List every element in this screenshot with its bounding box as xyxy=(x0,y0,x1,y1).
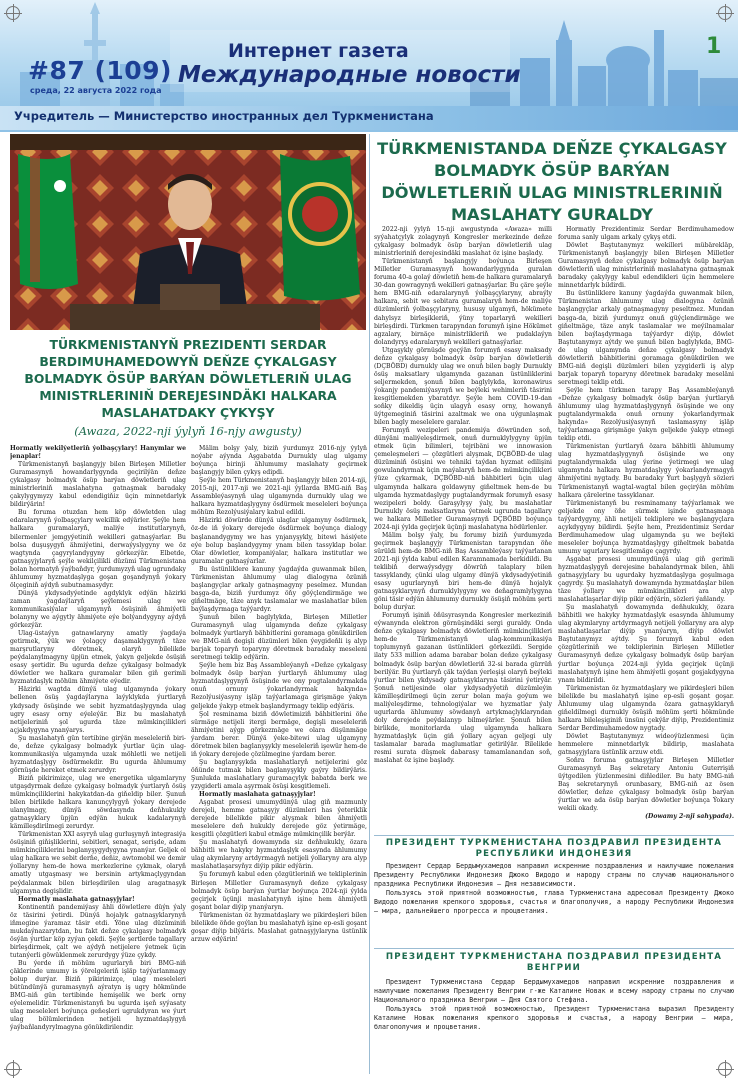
paragraph: Utgaşykly görnüşde geçýän forumyň esasy maksady deňze çykalgasy bolmadyk ösüp barýan döwletleriň (DÇBÖBD) durnukly ulag we onuň bilen bagly Durnukly ösüş maksatlary ulgamynda gazanan üstünliklerini seljermekden, şonuň bilen baglylykda, koronawirus ýokanjy pandemiýasynyň we beýleki wehimleriň täsirini kesgitlemekden ybaratdyr. Şeýle hem COVID-19-dan soňky dikeldiş üçin ulagyň esasy orny, howanyň üýtgemeginiň täsirini azaltmak we ona uýgunlaşmak bilen bagly meselelere garalar. xyxy=(374,346,552,427)
russian-note-1-paragraph: Президент Сердар Бердымухамедов направил искренние поздравления и наилучшие пожелания Президенту Республики Индонезия Джоко Видодо и народу страны по случаю национального праздника Республики Индонезия – Дня независимости. xyxy=(374,862,734,888)
russian-note-1-heading: ПРЕЗИДЕНТ ТУРКМЕНИСТАНА ПОЗДРАВИЛ ПРЕЗИДЕНТА РЕСПУБЛИКИ ИНДОНЕЗИЯ xyxy=(385,838,723,859)
paragraph: Türkmenistan ýurtlaryň özara bähbitli ählumumy ulag hyzmatdaşlygynyň ösüşinde we ony pugtalandyrmakda ulag ýerine ýetirmegi we ulag ulgamynda halkara hyzmatdaşlygy ýokarlandyrmagyň ähmiýetini nygtady. Bu baradaky Ýurt başlygyň sözleri Türkmenistanyň wagtal-wagtal bilen geçirýän möhüm halkara çärelerine tassyklanar. xyxy=(558,443,734,499)
paragraph: Şol resminama biziň döwletimiziň bähbitlerini öňe sürmäge netijeli itergi bermäge, degişli meseleleriň ähmiýetini aýgp görkezmäge we olara düşünmäge ýardam berer. Dünýä ýeke-bitewi ulag ulgamyny döretmek bilen baglanyşykly meseleleriň işewür hem-de iň ýokary derejede çözülmegine ýardam berer. xyxy=(191,710,367,758)
paragraph: Aşgabat prosesi umumydünýä ulag giň mazmunly derejeli, hemme gatnaşyjy düzümleri has ýeteriklik derejede bilelikde pikir alyşmak bilen ähmiýetli meselelere deň hukukly derejede göz ýetirmäge, kesgitli çözgütleri kabul etmäge mümkinçilik berýär. xyxy=(191,799,367,839)
russian-note-2-body xyxy=(374,978,734,1032)
newspaper-title-line2: Международные новости xyxy=(178,62,521,88)
column-divider xyxy=(369,134,370,1074)
paragraph: Forumyň wezipeleri pandemiýa döwründen soň, dünýäni maliýeleşdirmek, onuň durnuklylygyny üpjün etmek üçin bilimleri, tejribäni we innowasion çemeleşmeleri — çözgütleri alyşmak, DÇBÖBD-de ulag düzüminiň ösüşini we tehniki taýdan hyzmat edilişini gowulandyrmak üçin maýalaryň hem-de mümkinçilikleri ýüze çykarmak, DÇBÖBD-niň bähbitleri üçin ulag ulgamynda halkara goldawyny giňeltmek hem-de bu ulgamda hyzmatdaşlygy pugtalandyrmak forumyň esasy wezipeleri boldy. Garaşylyşy ýaly, bu maslahatlar Durnukly ösüş maksatlaryna ýetmek ugrunda tagallary we halkara Milletler Guramasynyň DÇBÖBD boýunça 2024-nji ýylda geçirjek üçünji maslahatyna hödürlenler. xyxy=(374,427,552,531)
paragraph: Türkmenistan öz hyzmatdaşlary we pikirdeşleri bilen bilelikde öňde goýlan bu maslahatyň işine ep-esli goşant goşar diýip bilýäris. Maslahat gatnaşyjylaryna üstünlik arzuw edýärin! xyxy=(191,911,367,943)
paragraph: Türkmenistan XXI asyryň ulag gurluşynyň integrasiýa ösüşiniň giňişliklerini, sebitleri, senagat, serişde, adam mümkinçiliklerini baglanyşygydygyna ynanýar. Geljek ol ulag halkara we sebit derňe, deňiz, awtomobil we demir ýollaryny hem-de howa merkezlerine çykmak, olaryň amatly utgaşmasy we bersinin artykmaçlygyndan peýdalanmak bilen birleşdirilen ulag aragatnaşyk ulgamyna degişlidir. xyxy=(10,831,186,895)
subheading: Hormatly maslahata gatnaşyjylar! xyxy=(18,895,135,903)
paragraph: Türkmenistanyň başlangyjy boýunça Birleşen Milletler Guramasynyň howandarlygynda guralan foruma 40-a golaý döwletiň hem-de halkara guramalaryň 30-dan gowragynyň wekilleri gatnaşýarlar. Bu çäre şeýle hem BMG-niň edaralarynyň ýolbaşçylaryny, abraýly halkara, sebit we sebitara guramalaryň hem-de maliýe düzümleriň ýolbaşçylaryny, hususy ulgamyň, hökümete dahylsyz birleşikleriň, ýüny toparlaryň wekilleri birleşdirdi. Türkmen tarapyndan forumyň işine Hökümet agzalary, birnäçe ministrlikleriň we pudaklaýyn dolandyryş edaralarynyň wekilleri gatnaşýarlar. xyxy=(374,258,552,346)
russian-note-2-heading: ПРЕЗИДЕНТ ТУРКМЕНИСТАНА ПОЗДРАВИЛ ПРЕЗИДЕНТА ВЕНГРИИ xyxy=(385,952,723,973)
paragraph: Döwlet Baştutanymyz wideoýüzlenmesi üçin hemmelere minnetdarlyk bildirip, maslahata gatnaşyjylara üstünlik arzuw etdi. xyxy=(558,732,734,757)
paragraph: Türkmenistan öz hyzmatdaşlary we pikirdeşleri bilen bilelikde bu maslahatyň işine ep-esli goşant goşar. Ählumumy ulag ulgamynda özara gatnaşyklaryň giňeldilmegi durnukly ösüşiň möhüm şerti hökmünde halkara bileleşiginiň ünsüni çekýär diýip, Prezidentimiz Serdar Berdimuhamedow nygtady. xyxy=(558,684,734,732)
paragraph: Ulag-üstaýyn gatnawlaryny amatly ýagdaýa getirmek, ýük we ýolagçy daşamaklygynyň täze marşrutlaryny döretmek, olaryň bilelikde peýdalanylmagyny üpjün etmek, ýakyn geljekde ösüşiň esasy şertidir. Bu ugurda deňze çykalgasy bolmadyk döwletler we halkara guramalar bilen giň gerimli hyzmatdaşlyk möhüm ähmiýete eýedir. xyxy=(10,630,186,686)
paragraph: Şu baglanyşykda maslahatlaryň netijelerini göz öňünde tutmak bilen baglanyşykly gaýry bildirýäris. Şunlukda maslahatlary guramaçylyk babatda berk we yzygiderli amala aşyrmak ösüşi kesgitlemeli. xyxy=(191,758,367,790)
section-divider xyxy=(374,948,734,949)
subheading: Hormatly wekilýetleriň ýolbaşçylary! Hanymlar we jenaplar! xyxy=(10,445,186,461)
president-photo xyxy=(10,134,366,330)
paragraph: Şunuň bilen baglylykda, Birleşen Milletler Guramasynyň ulag ulgamynda deňze çykalgasy bolmadyk ýurtlaryň bähbitlerini goramaga gönükdirilen we BMG-niň degişli düzümleri bilen ýeygideňli iş alyp barjak toparyň toparyny döretmek baradaky meseleni seretmegi teklip edýärin. xyxy=(191,613,367,662)
paragraph: Türkmenistanyň bu resminamany taýýarlamak we geljekde ony öňe sürmek işinde gatnaşmaga taýýardygyny, ähli netijeli tekliplere we başlangyçlara açykdygyny bildirdi. Şeýle hem, Prezidentimiz Serdar Berdimuhamedow ulag ulgamynda şu we beýleki meseleler boýunça hyzmatdaşlygy giňeltmek babatda umumy ugurlary kesgitlemäge çagyrdy. xyxy=(558,499,734,555)
paragraph: Mälim bolşy ýaly, bu forumy biziň ýurdumyzda geçirmek başlangyjy Türkmenistan tarapyndan öňe sürüldi hem-de BMG-niň Baş Assambleýasy taýýarlanan 2021-nji ýylda kabul edilen Karamnamada berkidildi. Bu teklibiň derwaýysdygy döwrüň talaplary bilen tassyklandy, çünki ulag ulgamy dünýä ykdysadyýetiniň esasy ugurlarynyň biri hem-de dünýä hojalyk gatnaşyklarynyň durnuklylygyny we deňagramlylygyna göni täsir edýän ählumumy durnukly ösüşiň möhüm şerti bolup durýar. xyxy=(374,531,552,612)
page-number: 1 xyxy=(706,34,722,59)
founder-line: Учредитель — Министерство иностранных дел Туркменистана xyxy=(14,109,434,123)
paragraph: Kontinentiň pandemiýasy ähli döwletlere düýn ýaly öz täsirini ýetirdi. Dünýä hojalyk gatnaşyklarynyň iňmegine ýaramaz täsir etdi. Ýöne ulag düzüminiň mukdaýnazarytdan, bu fakt deňze çykalgasy bolmadyk ösýän ýurtlar köp zyýan çekdi. Şeýle şertlerde tagallary birleşdirmek, çalt we aýdyň netijelere ýetmek üçin tutanýerli göwüklenmek zerurdygy ýüze çykdy. xyxy=(10,903,186,959)
paragraph: Forumyň işiniň öňüsyrasynda Kongresler merkeziniň eýwanynda elektron görnüşindäki sergi guraldy. Onda deňze çykalgasy bolmadyk döwletleriň mümkinçilikleri hem-de Türkmenistanyň ulag-kommunikasiýa toplumynyň gazanan üstünlikleri görkezildi. Sergide ilaty 533 million adama barabar bolan deňze çykalgasy bolmadyk ösüp barýan döwletleriň 32-si barada gürrüň berilýär. Bu ýurtlaryň çäk taýdan ýerleşişi olaryň beýleki ýurtlar bilen ykdysady gatnaşyklaryna täsirini ýetirýär. Şonuň netijesinde olar ykdysadyýetiň düzümleýin kämilleşdirilmegi üçin zerur bolan maýa goýum we maliýeleşdirme, tehnologiýalar we hyzmatlar ýaly ugurlarda ählumumy söwdanyň artykmaçlyklaryndan doly derejede peýdalanyp bilmeýärler. Şonuň bilen birlikde, monitorlarda ulag ulgamynda halkara hyzmatdaşlyk üçin giň ýollary açyan geljegi uly taslamalar barada maglumatlar getirilýär. Bilelikde resmi surata düşmek dabarasy tamamlanandan soň, maslahat öz işine başlady. xyxy=(374,612,552,765)
president-speech-illustration xyxy=(10,134,366,330)
paragraph: 2022-nji ýylyň 15-nji awgustynda «Awaza» milli syýahatçylyk zolagynyň Kongresler merkezinde deňze çykalgasy bolmadyk ösüp barýan döwletleriň ulag ministrleriniň derejesindäki maslahat öz işine başlady. xyxy=(374,226,552,258)
paragraph: Aşgabat prosesi umumydünýä ulag giň gerimli hyzmatdaşlygyň derejesine bahalandyrmak bilen, ähli gatnaşyjylary bu ugurdaky hyzmatdaşlyga goşulmaga çagyrdy. Şu maslahatyň dowamynda hyzmatdaşlar bilen täze ýollary we mümkinçilikleri ara alyp maslahatlaşarlar diýip pikir edýärin, sözleri ýaňlandy. xyxy=(558,555,734,604)
paragraph: Türkmenistanyň başlangyjy bilen Birleşen Milletler Guramasynyň howandarlygynda geçirilýän deňze çykalgasy bolmadyk ösüp barýan döwletleriň ulag ministrleriniň maslahatyna gatnaşmak baradaky çakylygymyzy kabul edendigiňiz üçin minnetdarlyk bildirýärin! xyxy=(10,461,186,509)
right-article-column-1 xyxy=(374,226,552,831)
paragraph: Şeýle hem türkmen tarapy Baş Assambleýanyň «Deňze çykalgasy bolmadyk ösüp barýan ýurtlaryň ählumumy ulag hyzmatdaşlygynyň ösüşinde we ony pugtalandyrmakda onuň ornuny ýokarlandyrmak hakynda» Rezolýusiýasynyň taslamasyny işläp taýýarlamaga girişmäge ýakyn geljekde ýakyp etmegi teklip etdi. xyxy=(558,386,734,443)
paragraph: Şeýle hem Türkmenistanyň başlangyjy bilen 2014-nji, 2015-nji, 2017-nji we 2021-nji ýyllarda BMG-niň Baş Assambleýasynyň ulag ulgamynda durnukly ulag we halkara hyzmatdaşlygyny ösdürmek meseleleri boýunça möhüm Rezolýusiýalary kabul edildi. xyxy=(191,477,367,517)
russian-note-1-body xyxy=(374,862,734,916)
paragraph: Şu forumyň kabul eden çözgütleriniň we tekliplerinin Birleşen Milletler Guramasynyň deňze çykalgasy bolmadyk ösüp barýan ýurtlar boýunça 2024-nji ýylda geçirjek üçünji maslahatynyň işine hem ähmiýetli goşant bolar diýip ynanýaryn. xyxy=(191,871,367,911)
paragraph: Şu maslahatyň dowamynda siz deňhukukly, özara bähbitli we hakyky hyzmatdaşlyk esasynda ählumumy ulag akymlaryny artdyrmagyň netijeli ýollaryny ara alyp maslahatlaşarsyňyz diýip pikir edýärin. xyxy=(191,839,367,871)
paragraph: Hormatly Prezidentimiz Serdar Berdimuhamedow foruma sanly ulgam arkaly çykyş etdi. xyxy=(558,226,734,242)
paragraph: Şu maslahatyň dowamynda deňhukukly, özara bähbitli we hakyky hyzmatdaşlyk esasynda ählumumy ulag akymlaryny artdyrmagyň netijeli ýollaryny ara alyp maslahatlaşarlar diýip ynanýaryn, diýip döwlet Baştutanymyz aýtdy. Şu forumyň kabul eden çözgütleriniň we tekliplerinin Birleşen Milletler Guramasynyň deňze çykalgasy bolmadyk ösüp barýan ýurtlar boýunça 2024-nji ýylda geçirjek üçünji maslahatynyň işine hem ähmiýetli goşant goşjakdygyna ynam bildirildi. xyxy=(558,604,734,684)
section-divider xyxy=(374,835,734,836)
paragraph: Soňra foruma gatnaşyjylar Birleşen Milletler Guramasynyň Baş sekretary Antoniu Guterrişiň üýtgedilen ýüzlenmesini diňlediler. Bu haty BMG-niň Baş sekretarynyň orunbasary, BMG-niň az ösen döwletler, deňze çykalgasy bolmadyk ösüp barýan ýurtlar we ada ösüp barýan döwletler boýunça Ýokary wekili okady. xyxy=(558,757,734,813)
paragraph: Dünýä ykdysadyýetinde agdyklyk edýän häzirki zaman ýagdaýlaryň şeýlemesi ulag we kommunikasiýalar ulgamynyň ösüşiniň ähmiýetli bolanyny we aýgytly ähmiýete eýe bolýandygyny aýdyň görkezýär. xyxy=(10,589,186,630)
russian-note-1-paragraph: Пользуясь этой приятной возможностью, глава Туркменистана адресовал Президенту Джоко Видодо пожелания крепкого здоровья, счастья и благополучия, а народу Республики Индонезия – мира, дальнейшего прогресса и процветания. xyxy=(374,889,734,915)
newspaper-title-line1: Интернет газета xyxy=(228,40,409,62)
paragraph: Häzirki döwürde dünýä ulaglar ulgamyny ösdürmek, öz-de iň ýokary derejede ösdürmek boýunça dialogy başlanandygymy we has ynjanyşykly, bitewi hásiýete eýe bolup başlandygymy ynam bilen tassyklap bolar. Olar döwletler, kompaniýalar, halkara institutlar we guramalar gatnaşýarlar. xyxy=(191,517,367,565)
issue-number: #87 (109) xyxy=(28,56,172,85)
russian-note-2-paragraph: Президент Туркменистана Сердар Бердымухамедов направил искренние поздравления и наилучшие пожелания Президенту Венгрии г-же Каталине Новак и всему народу страны по случаю Национального праздника Венгрии – Дня Святого Стефана. xyxy=(374,978,734,1004)
issue-date: среда, 22 августа 2022 года xyxy=(30,86,162,95)
paragraph: Döwlet Baştutanymyz wekilleri mübärekläp, Türkmenistanyň başlangyjy bilen Birleşen Milletler Guramasynyň deňze çykalgasy bolmadyk ösüp barýan döwletleriň ulag ministrleriniň maslahatyna gatnaşmak baradaky çakylygy kabul edendikleri üçin hemmelere minnetdarlyk bildirdi. xyxy=(558,242,734,290)
continuation-note: (Dowamy 2-nji sahypada). xyxy=(645,813,734,821)
subheading: Hormatly maslahata gatnaşyjylar! xyxy=(199,791,316,799)
left-article-column-2 xyxy=(191,445,367,1073)
russian-note-2-paragraph: Пользуясь этой приятной возможностью, Президент Туркменистана выразил Президенту Каталине Новак пожелания крепкого здоровья и счастья, а народу Венгрии – мира, благополучия и процветания. xyxy=(374,1005,734,1031)
paragraph: Bu üstünliklere kanuny ýagdaýda guwanmak bilen, Türkmenistan ählumumy ulag dialogyna özüniň başlangyçlar arkaly gatnaşmagyny peseltmez. Mundan başga-da, biziň ýurdumyz onuň güýçlendirmäge we giňeltmäge, täze anyk taslamalar we meýilnamalar bilen baýlaşdyrmaga taýýardyr diýip, döwlet Baştutanymyz aýtdy we şunuň bilen baglylykda, BMG-de ulag ulgamynda deňze çykalgasy bolmadyk döwletleriň bähbitlerini goramaga gönükdirilen we BMG-niň degişli düzümleri bilen yzygiderli iş alyp barjak toparyň toparyny döretmek baradaky meseläni seretmegi teklip etdi. xyxy=(558,290,734,386)
registration-mark-top-right-icon xyxy=(718,6,732,20)
left-article-column-1 xyxy=(10,445,186,1073)
registration-mark-bottom-right-icon xyxy=(718,1062,732,1076)
registration-mark-top-left-icon xyxy=(6,6,20,20)
paragraph: Bu üstünliklere kanuny ýagdaýda guwanmak bilen, Türkmenistan ählumumy ulag dialogyna özüniň başlangyçlar arkaly gatnaşmagyny peselmez. Mundan başga-da, biziň ýurdumyz öňy göýçlendirmäge we giňeltmäge, täze anyk taslamalar we maslahatlar bilen baýlaşdyrmaga taýýardyr. xyxy=(191,565,367,613)
paragraph: Şeýle hem biz Baş Assambleýanyň «Deňze çykalgasy bolmadyk ösüp barýan ýurtlaryň ählumumy ulag hyzmatdaşlygynyň ösüşinde we ony pugtalandyrmakda onuň ornuny ýokarlandyrmak hakynda» Rezolýusiýasyny işläp taýýarlamaga girişmäge ýakyn geljekde ýakyp etmek başlandyrmagy teklip edýäris. xyxy=(191,662,367,710)
left-article-headline: TÜRKMENISTANYŇ PREZIDENTI SERDAR BERDIMUHAMEDOWYŇ DEŇZE ÇYKALGASY BOLMADYK ÖSÜP BARÝAN DÖWLETLERIŇ ULAG MINISTRLERINIŇ DEREJESINDÄKI HALKARA MASLAHATDAKY ÇYKYŞY xyxy=(24,337,352,420)
paragraph: Biziň pikirimizçe, ulag we energetika ulgamlaryny utgaşdyrmak deňze çykalgasy bolmadyk ýurtlaryň ösüş mümkinçiliklerini hakykatdan-da giňeldip biler. Şunuň bilen birlikde halkara kanunçylygyň ýokary derejede ulanylmagy, dünýä söwdasynda deňhukukly gatnaşyklary üpjün edýän hukuk kadalarynyň kämilleşdirilmegi zerurdyr. xyxy=(10,774,186,831)
paragraph: Bu foruma otuzdan hem köp döwletden ulag edaralarynyň ýolbaşçylary wekillik edýärler. Şeýle hem halkara guramalaryň, maliýe institutlarynyň, bilermenler jemgyýetiniň wekilleri gatnaşýarlar. Bu bolsa duşuşygyň ähmiýetini, derwaýyslygyny we öz wagtynda çagyrylandygyny görkezýär. Elbetde, gatnaşyjylaryň şeýle wekilçilikli düzümi Türkmenistana bolan hormatyň ýaýbaňdyr, ýurdumyzyň ulag ugrundaky ählumumy hyzmatdaşlyga goşan goşandynyň ýokary ölçeginiň aýdyň subutnamasydyr. xyxy=(10,509,186,589)
paragraph: Häzirki wagtda dünýä ulag ulgamynda ýokary bellenen ösüş ýagdaýlaryna laýyklykda ýurtlaryň ykdysady ösüşinde we sebit hyzmatdaşlygynda ulag ugry esasy orny eýeleýär. Biz bu maslahatyň netijeleriniň şol ugurda täze mümkinçilikleri açjakdygyna ynanýarys. xyxy=(10,686,186,734)
right-article-column-2 xyxy=(558,226,734,831)
left-article-subtitle: (Awaza, 2022-nji ýylyň 16-njy awgusty) xyxy=(74,424,302,438)
paragraph: Mälim bolşy ýaly, biziň ýurdumyz 2016-njy ýylyň noýabr aýynda Aşgabatda Durnukly ulag ulgamy boýunça birinji ählumumy maslahaty geçirmek başlangyjy bilen çykyş edipdi. xyxy=(191,445,367,477)
masthead xyxy=(0,0,738,132)
right-article-headline: TÜRKMENISTANDA DEŇZE ÇYKALGASY BOLMADYK ÖSÜP BARÝAN DÖWLETLERIŇ ULAG MINISTRLERINIŇ MASLAHATY GURALDY xyxy=(377,139,727,224)
paragraph: Şu maslahatyň gün tertibine girýän meseleleriň biri-de, deňze çykalgasy bolmadyk ýurtlar üçin ulag-kommunikasiýa ulgamynda uzak möhletli we netijeli hyzmatdaşlygy ösdürmekdir. Bu ugurda ählumumy görnüşde hereket etmek zerurdyr. xyxy=(10,734,186,774)
paragraph: Bu ýerde iň möhüm ugurlaryň biri BMG-niň çäklerinde umumy is ýörelgeleriň işläp taýýarlanmagy bolup durýar. Biziň pikirimizçe, ulag meseleleri bütündünýä guramasynyň aýratyn iş ugry hökmünde BMG-niň gün tertibinde hemişelik we berk orny eýelemelidir. Türkmenistanyň bu ugurda işeň syýasaty ulag meseleleri boýunça geňeşleri ugrukdyran we ýurt ulag bölümlerinden netijeli hyzmatdaşlygyň ýaýbaňlandyrylmagyna gönükdirilendir. xyxy=(10,960,186,1032)
